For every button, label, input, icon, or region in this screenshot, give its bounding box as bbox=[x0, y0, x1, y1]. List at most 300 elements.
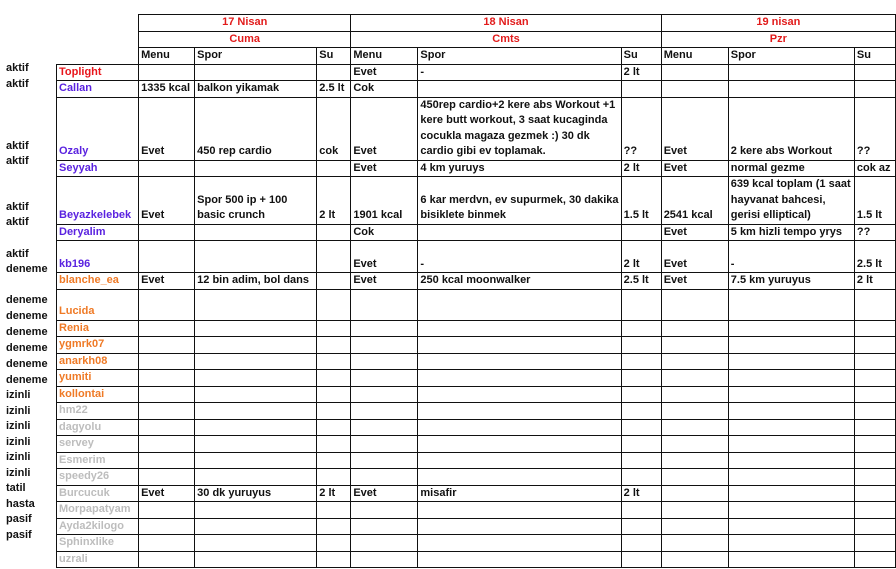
cell-day3-spor[interactable]: - bbox=[728, 241, 854, 273]
cell-day3-su[interactable]: ?? bbox=[854, 224, 895, 241]
cell-day1-menu[interactable] bbox=[139, 337, 195, 354]
cell-day3-su[interactable] bbox=[854, 353, 895, 370]
cell-day1-su[interactable] bbox=[317, 64, 351, 81]
cell-day3-menu[interactable]: Evet bbox=[661, 241, 728, 273]
cell-day2-menu[interactable] bbox=[351, 436, 418, 453]
cell-day1-menu[interactable] bbox=[139, 224, 195, 241]
member-status-label: deneme bbox=[6, 294, 48, 306]
cell-day2-menu[interactable] bbox=[351, 370, 418, 387]
cell-day2-spor[interactable] bbox=[418, 403, 621, 420]
cell-day2-su[interactable]: 2 lt bbox=[621, 485, 661, 502]
member-nick-cell[interactable]: uzrali bbox=[57, 551, 139, 568]
cell-day1-su[interactable]: 2 lt bbox=[317, 177, 351, 225]
cell-day1-su[interactable] bbox=[317, 452, 351, 469]
table-row bbox=[57, 177, 896, 225]
cell-day2-spor[interactable]: 250 kcal moonwalker bbox=[418, 273, 621, 290]
cell-day3-su[interactable] bbox=[854, 419, 895, 436]
cell-day2-su[interactable] bbox=[621, 551, 661, 568]
cell-day1-spor[interactable]: Spor 500 ip + 100 basic crunch bbox=[195, 177, 317, 225]
cell-day2-su[interactable] bbox=[621, 502, 661, 519]
cell-day2-menu[interactable] bbox=[351, 403, 418, 420]
cell-day3-spor[interactable] bbox=[728, 289, 854, 320]
cell-day3-spor[interactable] bbox=[728, 337, 854, 354]
cell-day3-menu[interactable] bbox=[661, 535, 728, 552]
cell-day1-spor[interactable] bbox=[195, 370, 317, 387]
member-status-label: deneme bbox=[6, 374, 48, 386]
table-row bbox=[57, 436, 896, 453]
cell-day2-spor[interactable] bbox=[418, 419, 621, 436]
column-header-menu[interactable]: Menu bbox=[351, 48, 418, 65]
cell-day3-spor[interactable] bbox=[728, 436, 854, 453]
cell-day1-menu[interactable]: Evet bbox=[139, 273, 195, 290]
cell-day3-menu[interactable] bbox=[661, 485, 728, 502]
cell-day3-su[interactable] bbox=[854, 518, 895, 535]
cell-day1-su[interactable] bbox=[317, 320, 351, 337]
cell-day3-su[interactable] bbox=[854, 403, 895, 420]
cell-day2-su[interactable] bbox=[621, 419, 661, 436]
cell-day1-su[interactable] bbox=[317, 224, 351, 241]
cell-day1-su[interactable] bbox=[317, 241, 351, 273]
column-header-spor[interactable]: Spor bbox=[728, 48, 854, 65]
cell-day3-spor[interactable] bbox=[728, 370, 854, 387]
cell-day1-spor[interactable] bbox=[195, 452, 317, 469]
cell-day2-su[interactable] bbox=[621, 386, 661, 403]
cell-day2-menu[interactable]: Evet bbox=[351, 64, 418, 81]
table-row bbox=[57, 419, 896, 436]
cell-day2-menu[interactable] bbox=[351, 518, 418, 535]
cell-day1-su[interactable] bbox=[317, 469, 351, 486]
cell-day3-su[interactable] bbox=[854, 485, 895, 502]
cell-day2-menu[interactable]: Evet bbox=[351, 160, 418, 177]
member-nick-cell[interactable]: Ayda2kilogo bbox=[57, 518, 139, 535]
cell-day2-spor[interactable] bbox=[418, 386, 621, 403]
cell-day2-su[interactable] bbox=[621, 436, 661, 453]
cell-day2-su[interactable]: 2 lt bbox=[621, 64, 661, 81]
cell-day3-spor[interactable]: 5 km hizli tempo yrys bbox=[728, 224, 854, 241]
cell-day1-menu[interactable]: Evet bbox=[139, 97, 195, 160]
cell-day3-spor[interactable]: 2 kere abs Workout bbox=[728, 97, 854, 160]
member-status-label: aktif bbox=[6, 248, 29, 260]
cell-day2-su[interactable]: 1.5 lt bbox=[621, 177, 661, 225]
member-nick-cell[interactable]: yumiti bbox=[57, 370, 139, 387]
cell-day3-menu[interactable] bbox=[661, 419, 728, 436]
cell-day2-menu[interactable]: Evet bbox=[351, 485, 418, 502]
member-nick-cell[interactable]: Renia bbox=[57, 320, 139, 337]
member-nick-cell[interactable]: Esmerim bbox=[57, 452, 139, 469]
cell-day1-spor[interactable] bbox=[195, 419, 317, 436]
cell-day1-su[interactable]: cok bbox=[317, 97, 351, 160]
cell-day1-spor[interactable] bbox=[195, 386, 317, 403]
cell-day2-spor[interactable]: misafir bbox=[418, 485, 621, 502]
cell-day3-spor[interactable] bbox=[728, 386, 854, 403]
cell-day2-su[interactable] bbox=[621, 320, 661, 337]
header-blank-cell bbox=[57, 15, 139, 65]
cell-day1-spor[interactable] bbox=[195, 241, 317, 273]
cell-day3-spor[interactable] bbox=[728, 452, 854, 469]
cell-day3-su[interactable] bbox=[854, 64, 895, 81]
cell-day1-su[interactable] bbox=[317, 273, 351, 290]
cell-day2-menu[interactable] bbox=[351, 386, 418, 403]
cell-day2-su[interactable] bbox=[621, 337, 661, 354]
cell-day2-menu[interactable]: Cok bbox=[351, 81, 418, 98]
cell-day3-menu[interactable] bbox=[661, 452, 728, 469]
cell-day3-spor[interactable]: 639 kcal toplam (1 saat hayvanat bahcesi, gerisi elliptical) bbox=[728, 177, 854, 225]
table-row bbox=[57, 241, 896, 273]
cell-day1-menu[interactable] bbox=[139, 403, 195, 420]
column-header-menu[interactable]: Menu bbox=[139, 48, 195, 65]
cell-day3-menu[interactable] bbox=[661, 551, 728, 568]
table-row bbox=[57, 403, 896, 420]
cell-day3-su[interactable] bbox=[854, 436, 895, 453]
cell-day3-spor[interactable] bbox=[728, 485, 854, 502]
member-nick-cell[interactable]: Sphinxlike bbox=[57, 535, 139, 552]
cell-day1-spor[interactable]: 12 bin adim, bol dans bbox=[195, 273, 317, 290]
cell-day1-menu[interactable] bbox=[139, 518, 195, 535]
cell-day2-spor[interactable]: - bbox=[418, 241, 621, 273]
cell-day3-su[interactable]: 2 lt bbox=[854, 273, 895, 290]
cell-day1-su[interactable] bbox=[317, 353, 351, 370]
cell-day2-menu[interactable] bbox=[351, 469, 418, 486]
cell-day1-su[interactable] bbox=[317, 403, 351, 420]
member-nick-cell[interactable]: Morpapatyam bbox=[57, 502, 139, 519]
cell-day2-su[interactable] bbox=[621, 535, 661, 552]
cell-day2-menu[interactable] bbox=[351, 502, 418, 519]
cell-day2-su[interactable] bbox=[621, 370, 661, 387]
member-status-label: deneme bbox=[6, 342, 48, 354]
cell-day2-su[interactable]: 2 lt bbox=[621, 160, 661, 177]
column-header-spor[interactable]: Spor bbox=[418, 48, 621, 65]
column-header-su[interactable]: Su bbox=[854, 48, 895, 65]
day-date-header[interactable]: 19 nisan bbox=[661, 15, 895, 32]
cell-day2-spor[interactable] bbox=[418, 224, 621, 241]
cell-day3-menu[interactable] bbox=[661, 320, 728, 337]
member-nick-cell[interactable]: Beyazkelebek bbox=[57, 177, 139, 225]
cell-day1-menu[interactable] bbox=[139, 469, 195, 486]
cell-day2-su[interactable] bbox=[621, 353, 661, 370]
cell-day3-menu[interactable]: 2541 kcal bbox=[661, 177, 728, 225]
member-nick-cell[interactable]: hm22 bbox=[57, 403, 139, 420]
member-status-label: pasif bbox=[6, 513, 32, 525]
cell-day1-su[interactable] bbox=[317, 551, 351, 568]
cell-day3-spor[interactable] bbox=[728, 518, 854, 535]
cell-day1-su[interactable] bbox=[317, 436, 351, 453]
cell-day2-su[interactable] bbox=[621, 403, 661, 420]
cell-day3-spor[interactable] bbox=[728, 353, 854, 370]
cell-day3-spor[interactable] bbox=[728, 535, 854, 552]
member-nick-cell[interactable]: dagyolu bbox=[57, 419, 139, 436]
table-row bbox=[57, 386, 896, 403]
header-row-dates bbox=[57, 15, 896, 32]
cell-day1-spor[interactable] bbox=[195, 518, 317, 535]
cell-day1-spor[interactable] bbox=[195, 320, 317, 337]
cell-day3-su[interactable] bbox=[854, 81, 895, 98]
member-nick-cell[interactable]: Lucida bbox=[57, 289, 139, 320]
cell-day3-spor[interactable] bbox=[728, 403, 854, 420]
member-status-label: aktif bbox=[6, 78, 29, 90]
cell-day2-menu[interactable]: Evet bbox=[351, 241, 418, 273]
table-row bbox=[57, 452, 896, 469]
table-row bbox=[57, 289, 896, 320]
cell-day2-menu[interactable]: Cok bbox=[351, 224, 418, 241]
cell-day1-menu[interactable] bbox=[139, 436, 195, 453]
cell-day2-su[interactable] bbox=[621, 518, 661, 535]
cell-day3-menu[interactable] bbox=[661, 353, 728, 370]
cell-day1-menu[interactable]: Evet bbox=[139, 485, 195, 502]
table-row bbox=[57, 273, 896, 290]
cell-day3-su[interactable] bbox=[854, 551, 895, 568]
day-weekday-header[interactable]: Pzr bbox=[661, 31, 895, 48]
cell-day3-menu[interactable]: Evet bbox=[661, 97, 728, 160]
cell-day3-su[interactable] bbox=[854, 502, 895, 519]
table-row bbox=[57, 97, 896, 160]
cell-day2-su[interactable] bbox=[621, 289, 661, 320]
column-header-menu[interactable]: Menu bbox=[661, 48, 728, 65]
table-row bbox=[57, 224, 896, 241]
cell-day1-su[interactable] bbox=[317, 518, 351, 535]
member-status-label: izinli bbox=[6, 389, 31, 401]
cell-day1-menu[interactable] bbox=[139, 353, 195, 370]
member-nick-cell[interactable]: ygmrk07 bbox=[57, 337, 139, 354]
cell-day2-spor[interactable]: 450rep cardio+2 kere abs Workout +1 kere butt workout, 3 saat kucaginda cocukla magaza gezmek :) 30 dk cardio gibi ev toplamak. bbox=[418, 97, 621, 160]
cell-day2-spor[interactable] bbox=[418, 337, 621, 354]
cell-day3-su[interactable] bbox=[854, 535, 895, 552]
day-date-header[interactable]: 17 Nisan bbox=[139, 15, 351, 32]
member-status-label: pasif bbox=[6, 529, 32, 541]
member-nick-cell[interactable]: servey bbox=[57, 436, 139, 453]
cell-day1-spor[interactable] bbox=[195, 353, 317, 370]
cell-day2-spor[interactable] bbox=[418, 469, 621, 486]
member-status-label: izinli bbox=[6, 436, 31, 448]
cell-day2-su[interactable]: 2 lt bbox=[621, 241, 661, 273]
cell-day1-spor[interactable]: 30 dk yuruyus bbox=[195, 485, 317, 502]
cell-day1-menu[interactable] bbox=[139, 160, 195, 177]
cell-day3-menu[interactable] bbox=[661, 64, 728, 81]
cell-day2-su[interactable]: ?? bbox=[621, 97, 661, 160]
cell-day3-menu[interactable]: Evet bbox=[661, 224, 728, 241]
cell-day3-spor[interactable] bbox=[728, 81, 854, 98]
cell-day3-spor[interactable]: 7.5 km yuruyus bbox=[728, 273, 854, 290]
cell-day2-menu[interactable]: 1901 kcal bbox=[351, 177, 418, 225]
cell-day3-menu[interactable] bbox=[661, 370, 728, 387]
table-row bbox=[57, 535, 896, 552]
member-status-label: tatil bbox=[6, 482, 26, 494]
cell-day2-menu[interactable] bbox=[351, 289, 418, 320]
cell-day1-menu[interactable]: 1335 kcal bbox=[139, 81, 195, 98]
cell-day1-menu[interactable] bbox=[139, 452, 195, 469]
cell-day2-spor[interactable] bbox=[418, 452, 621, 469]
cell-day1-menu[interactable] bbox=[139, 241, 195, 273]
member-status-label: hasta bbox=[6, 498, 35, 510]
cell-day1-spor[interactable] bbox=[195, 502, 317, 519]
cell-day3-spor[interactable] bbox=[728, 64, 854, 81]
cell-day2-su[interactable] bbox=[621, 81, 661, 98]
cell-day3-menu[interactable] bbox=[661, 81, 728, 98]
cell-day2-menu[interactable] bbox=[351, 551, 418, 568]
member-nick-cell[interactable]: Ozaly bbox=[57, 97, 139, 160]
member-nick-cell[interactable]: Toplight bbox=[57, 64, 139, 81]
cell-day3-spor[interactable] bbox=[728, 469, 854, 486]
member-nick-cell[interactable]: Seyyah bbox=[57, 160, 139, 177]
cell-day3-spor[interactable] bbox=[728, 551, 854, 568]
cell-day1-su[interactable] bbox=[317, 289, 351, 320]
cell-day1-su[interactable] bbox=[317, 502, 351, 519]
table-row bbox=[57, 485, 896, 502]
cell-day1-menu[interactable]: Evet bbox=[139, 177, 195, 225]
cell-day1-menu[interactable] bbox=[139, 502, 195, 519]
cell-day1-spor[interactable] bbox=[195, 436, 317, 453]
cell-day3-su[interactable] bbox=[854, 289, 895, 320]
cell-day1-spor[interactable] bbox=[195, 224, 317, 241]
cell-day2-spor[interactable] bbox=[418, 320, 621, 337]
member-nick-cell[interactable]: kollontai bbox=[57, 386, 139, 403]
cell-day2-su[interactable] bbox=[621, 452, 661, 469]
cell-day1-spor[interactable] bbox=[195, 535, 317, 552]
member-status-label: deneme bbox=[6, 310, 48, 322]
cell-day2-spor[interactable] bbox=[418, 518, 621, 535]
cell-day2-menu[interactable] bbox=[351, 535, 418, 552]
cell-day1-su[interactable] bbox=[317, 535, 351, 552]
cell-day1-su[interactable]: 2 lt bbox=[317, 485, 351, 502]
cell-day1-spor[interactable] bbox=[195, 551, 317, 568]
day-weekday-header[interactable]: Cmts bbox=[351, 31, 661, 48]
table-row bbox=[57, 518, 896, 535]
member-status-label: deneme bbox=[6, 326, 48, 338]
cell-day3-menu[interactable] bbox=[661, 403, 728, 420]
member-status-label: izinli bbox=[6, 451, 31, 463]
header-row-weekdays bbox=[57, 31, 896, 48]
member-nick-cell[interactable]: Callan bbox=[57, 81, 139, 98]
cell-day3-menu[interactable] bbox=[661, 518, 728, 535]
column-header-su[interactable]: Su bbox=[317, 48, 351, 65]
member-status-label: deneme bbox=[6, 358, 48, 370]
cell-day3-su[interactable] bbox=[854, 469, 895, 486]
cell-day2-spor[interactable] bbox=[418, 535, 621, 552]
cell-day3-menu[interactable] bbox=[661, 469, 728, 486]
cell-day2-menu[interactable] bbox=[351, 353, 418, 370]
cell-day1-spor[interactable] bbox=[195, 160, 317, 177]
cell-day1-su[interactable] bbox=[317, 419, 351, 436]
member-status-label: izinli bbox=[6, 405, 31, 417]
cell-day3-spor[interactable] bbox=[728, 419, 854, 436]
cell-day3-menu[interactable] bbox=[661, 337, 728, 354]
cell-day3-su[interactable] bbox=[854, 386, 895, 403]
cell-day1-menu[interactable] bbox=[139, 551, 195, 568]
cell-day3-su[interactable]: cok az bbox=[854, 160, 895, 177]
member-nick-cell[interactable]: speedy26 bbox=[57, 469, 139, 486]
member-status-label: aktif bbox=[6, 201, 29, 213]
member-status-label: izinli bbox=[6, 420, 31, 432]
cell-day1-menu[interactable] bbox=[139, 386, 195, 403]
cell-day3-su[interactable] bbox=[854, 337, 895, 354]
cell-day1-spor[interactable] bbox=[195, 469, 317, 486]
table-row bbox=[57, 551, 896, 568]
cell-day1-spor[interactable]: 450 rep cardio bbox=[195, 97, 317, 160]
day-date-header[interactable]: 18 Nisan bbox=[351, 15, 661, 32]
cell-day1-spor[interactable] bbox=[195, 289, 317, 320]
table-row bbox=[57, 81, 896, 98]
cell-day2-menu[interactable]: Evet bbox=[351, 273, 418, 290]
cell-day2-spor[interactable] bbox=[418, 436, 621, 453]
cell-day3-su[interactable] bbox=[854, 370, 895, 387]
cell-day1-spor[interactable] bbox=[195, 403, 317, 420]
column-header-su[interactable]: Su bbox=[621, 48, 661, 65]
cell-day3-su[interactable] bbox=[854, 320, 895, 337]
cell-day2-spor[interactable] bbox=[418, 551, 621, 568]
cell-day3-spor[interactable]: normal gezme bbox=[728, 160, 854, 177]
member-nick-cell[interactable]: blanche_ea bbox=[57, 273, 139, 290]
cell-day2-menu[interactable] bbox=[351, 452, 418, 469]
cell-day2-su[interactable] bbox=[621, 469, 661, 486]
member-nick-cell[interactable]: anarkh08 bbox=[57, 353, 139, 370]
cell-day3-su[interactable]: 2.5 lt bbox=[854, 241, 895, 273]
cell-day1-su[interactable] bbox=[317, 386, 351, 403]
cell-day2-spor[interactable] bbox=[418, 81, 621, 98]
cell-day3-spor[interactable] bbox=[728, 320, 854, 337]
day-weekday-header[interactable]: Cuma bbox=[139, 31, 351, 48]
member-nick-cell[interactable]: Burcucuk bbox=[57, 485, 139, 502]
cell-day3-menu[interactable] bbox=[661, 436, 728, 453]
cell-day3-menu[interactable]: Evet bbox=[661, 273, 728, 290]
cell-day2-menu[interactable] bbox=[351, 337, 418, 354]
cell-day2-su[interactable] bbox=[621, 224, 661, 241]
cell-day3-menu[interactable] bbox=[661, 386, 728, 403]
cell-day1-spor[interactable] bbox=[195, 64, 317, 81]
cell-day1-su[interactable] bbox=[317, 160, 351, 177]
cell-day1-menu[interactable] bbox=[139, 320, 195, 337]
cell-day2-spor[interactable] bbox=[418, 353, 621, 370]
cell-day1-menu[interactable] bbox=[139, 289, 195, 320]
cell-day2-menu[interactable] bbox=[351, 320, 418, 337]
cell-day2-menu[interactable] bbox=[351, 419, 418, 436]
cell-day3-spor[interactable] bbox=[728, 502, 854, 519]
member-status-label: aktif bbox=[6, 216, 29, 228]
member-status-label: aktif bbox=[6, 155, 29, 167]
cell-day1-spor[interactable]: balkon yikamak bbox=[195, 81, 317, 98]
cell-day3-su[interactable]: 1.5 lt bbox=[854, 177, 895, 225]
table-row bbox=[57, 64, 896, 81]
column-header-spor[interactable]: Spor bbox=[195, 48, 317, 65]
cell-day1-menu[interactable] bbox=[139, 64, 195, 81]
cell-day2-spor[interactable]: 6 kar merdvn, ev supurmek, 30 dakika bisiklete binmek bbox=[418, 177, 621, 225]
cell-day3-menu[interactable] bbox=[661, 289, 728, 320]
cell-day2-spor[interactable]: 4 km yuruys bbox=[418, 160, 621, 177]
cell-day2-spor[interactable] bbox=[418, 502, 621, 519]
cell-day2-spor[interactable]: - bbox=[418, 64, 621, 81]
cell-day1-su[interactable] bbox=[317, 337, 351, 354]
table-row bbox=[57, 370, 896, 387]
table-row bbox=[57, 353, 896, 370]
cell-day3-su[interactable] bbox=[854, 452, 895, 469]
cell-day2-spor[interactable] bbox=[418, 289, 621, 320]
table-row bbox=[57, 160, 896, 177]
cell-day3-menu[interactable]: Evet bbox=[661, 160, 728, 177]
cell-day1-su[interactable]: 2.5 lt bbox=[317, 81, 351, 98]
cell-day1-menu[interactable] bbox=[139, 535, 195, 552]
cell-day2-menu[interactable]: Evet bbox=[351, 97, 418, 160]
cell-day1-menu[interactable] bbox=[139, 370, 195, 387]
member-nick-cell[interactable]: Deryalim bbox=[57, 224, 139, 241]
cell-day3-su[interactable]: ?? bbox=[854, 97, 895, 160]
member-status-label: izinli bbox=[6, 467, 31, 479]
header-row-columns bbox=[57, 48, 896, 65]
cell-day3-menu[interactable] bbox=[661, 502, 728, 519]
cell-day1-menu[interactable] bbox=[139, 419, 195, 436]
cell-day2-su[interactable]: 2.5 lt bbox=[621, 273, 661, 290]
member-nick-cell[interactable]: kb196 bbox=[57, 241, 139, 273]
cell-day1-spor[interactable] bbox=[195, 337, 317, 354]
cell-day1-su[interactable] bbox=[317, 370, 351, 387]
cell-day2-spor[interactable] bbox=[418, 370, 621, 387]
